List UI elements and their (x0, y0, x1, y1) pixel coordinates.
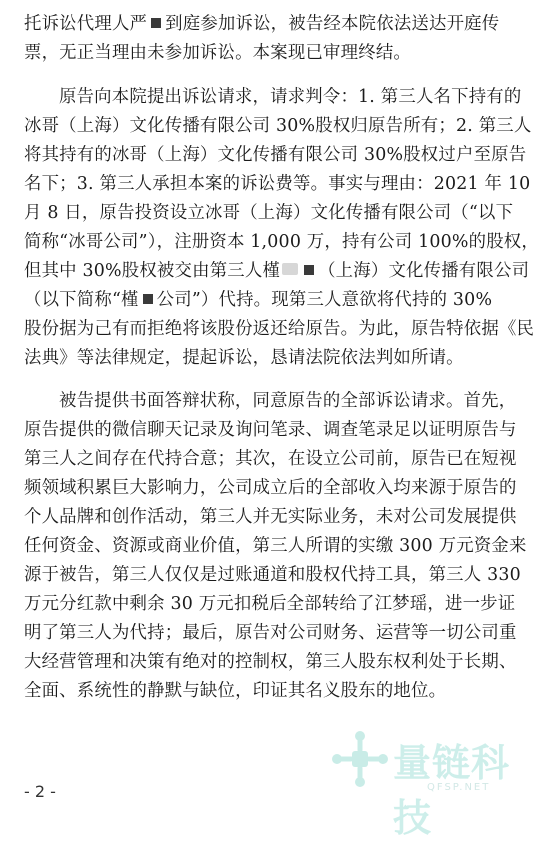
text-line: 万元分红款中剩余 30 万元扣税后全部转给了江梦瑶，进一步证 (24, 594, 516, 614)
redaction-mark (304, 265, 314, 275)
text-line: 简称“冰哥公司”），注册资本 1,000 万，持有公司 100%的股权， (24, 232, 539, 252)
text-line: 名下；3. 第三人承担本案的诉讼费等。事实与理由：2021 年 10 (24, 174, 531, 194)
text-line: 个人品牌和创作活动，第三人并无实际业务，未对公司发展提供 (24, 507, 517, 527)
text-line: 原告提供的微信聊天记录及询问笔录、调查笔录足以证明原告与 (24, 420, 517, 440)
text-line: （以下简称“槿 公司”）代持。现第三人意欲将代持的 30% (24, 290, 493, 310)
text-line: 源于被告，第三人仅仅是过账通道和股权代持工具，第三人 330 (24, 565, 521, 585)
text-line: 被告提供书面答辩状称，同意原告的全部诉讼请求。首先， (59, 391, 517, 411)
text-line: 股份据为己有而拒绝将该股份返还给原告。为此，原告特依据《民 (24, 319, 535, 339)
watermark-site: QFSP.NET (427, 782, 491, 793)
text-line: 任何资金、资源或商业价值，第三人所谓的实缴 300 万元资金来 (24, 536, 527, 556)
text-line: 大经营管理和决策有绝对的控制权，第三人股东权利处于长期、 (24, 652, 517, 672)
text-line: 第三人之间存在代持合意；其次，在设立公司前，原告已在短视 (24, 449, 517, 469)
text-line: 明了第三人为代持；最后，原告对公司财务、运营等一切公司重 (24, 623, 517, 643)
page-number: - 2 - (24, 782, 56, 801)
redaction-mark (143, 294, 153, 304)
text-line: 托诉讼代理人严 到庭参加诉讼，被告经本院依法送达开庭传 (24, 14, 500, 34)
text-line: 冰哥（上海）文化传播有限公司 30%股权归原告所有；2. 第三人 (24, 116, 532, 136)
watermark (331, 728, 543, 840)
text-line: 将其持有的冰哥（上海）文化传播有限公司 30%股权过户至原告 (24, 145, 527, 165)
text-line: 频领域积累巨大影响力，公司成立后的全部收入均来源于原告的 (24, 478, 517, 498)
text-line: 票，无正当理由未参加诉讼。本案现已审理终结。 (24, 43, 411, 63)
watermark-brand: 量链科技 (393, 741, 511, 840)
redaction-mark (151, 18, 161, 28)
text-line: 法典》等法律规定，提起诉讼，恳请法院依法判如所请。 (24, 348, 464, 368)
brand-logo-icon (331, 730, 389, 788)
text-line: 但其中 30%股权被交由第三人槿 （上海）文化传播有限公司 (24, 261, 530, 281)
text-line: 月 8 日，原告投资设立冰哥（上海）文化传播有限公司（“以下 (24, 203, 514, 223)
redaction-blur (282, 263, 298, 275)
text-line: 原告向本院提出诉讼请求，请求判令：1. 第三人名下持有的 (59, 87, 522, 107)
text-line: 全面、系统性的静默与缺位，印证其名义股东的地位。 (24, 681, 447, 701)
